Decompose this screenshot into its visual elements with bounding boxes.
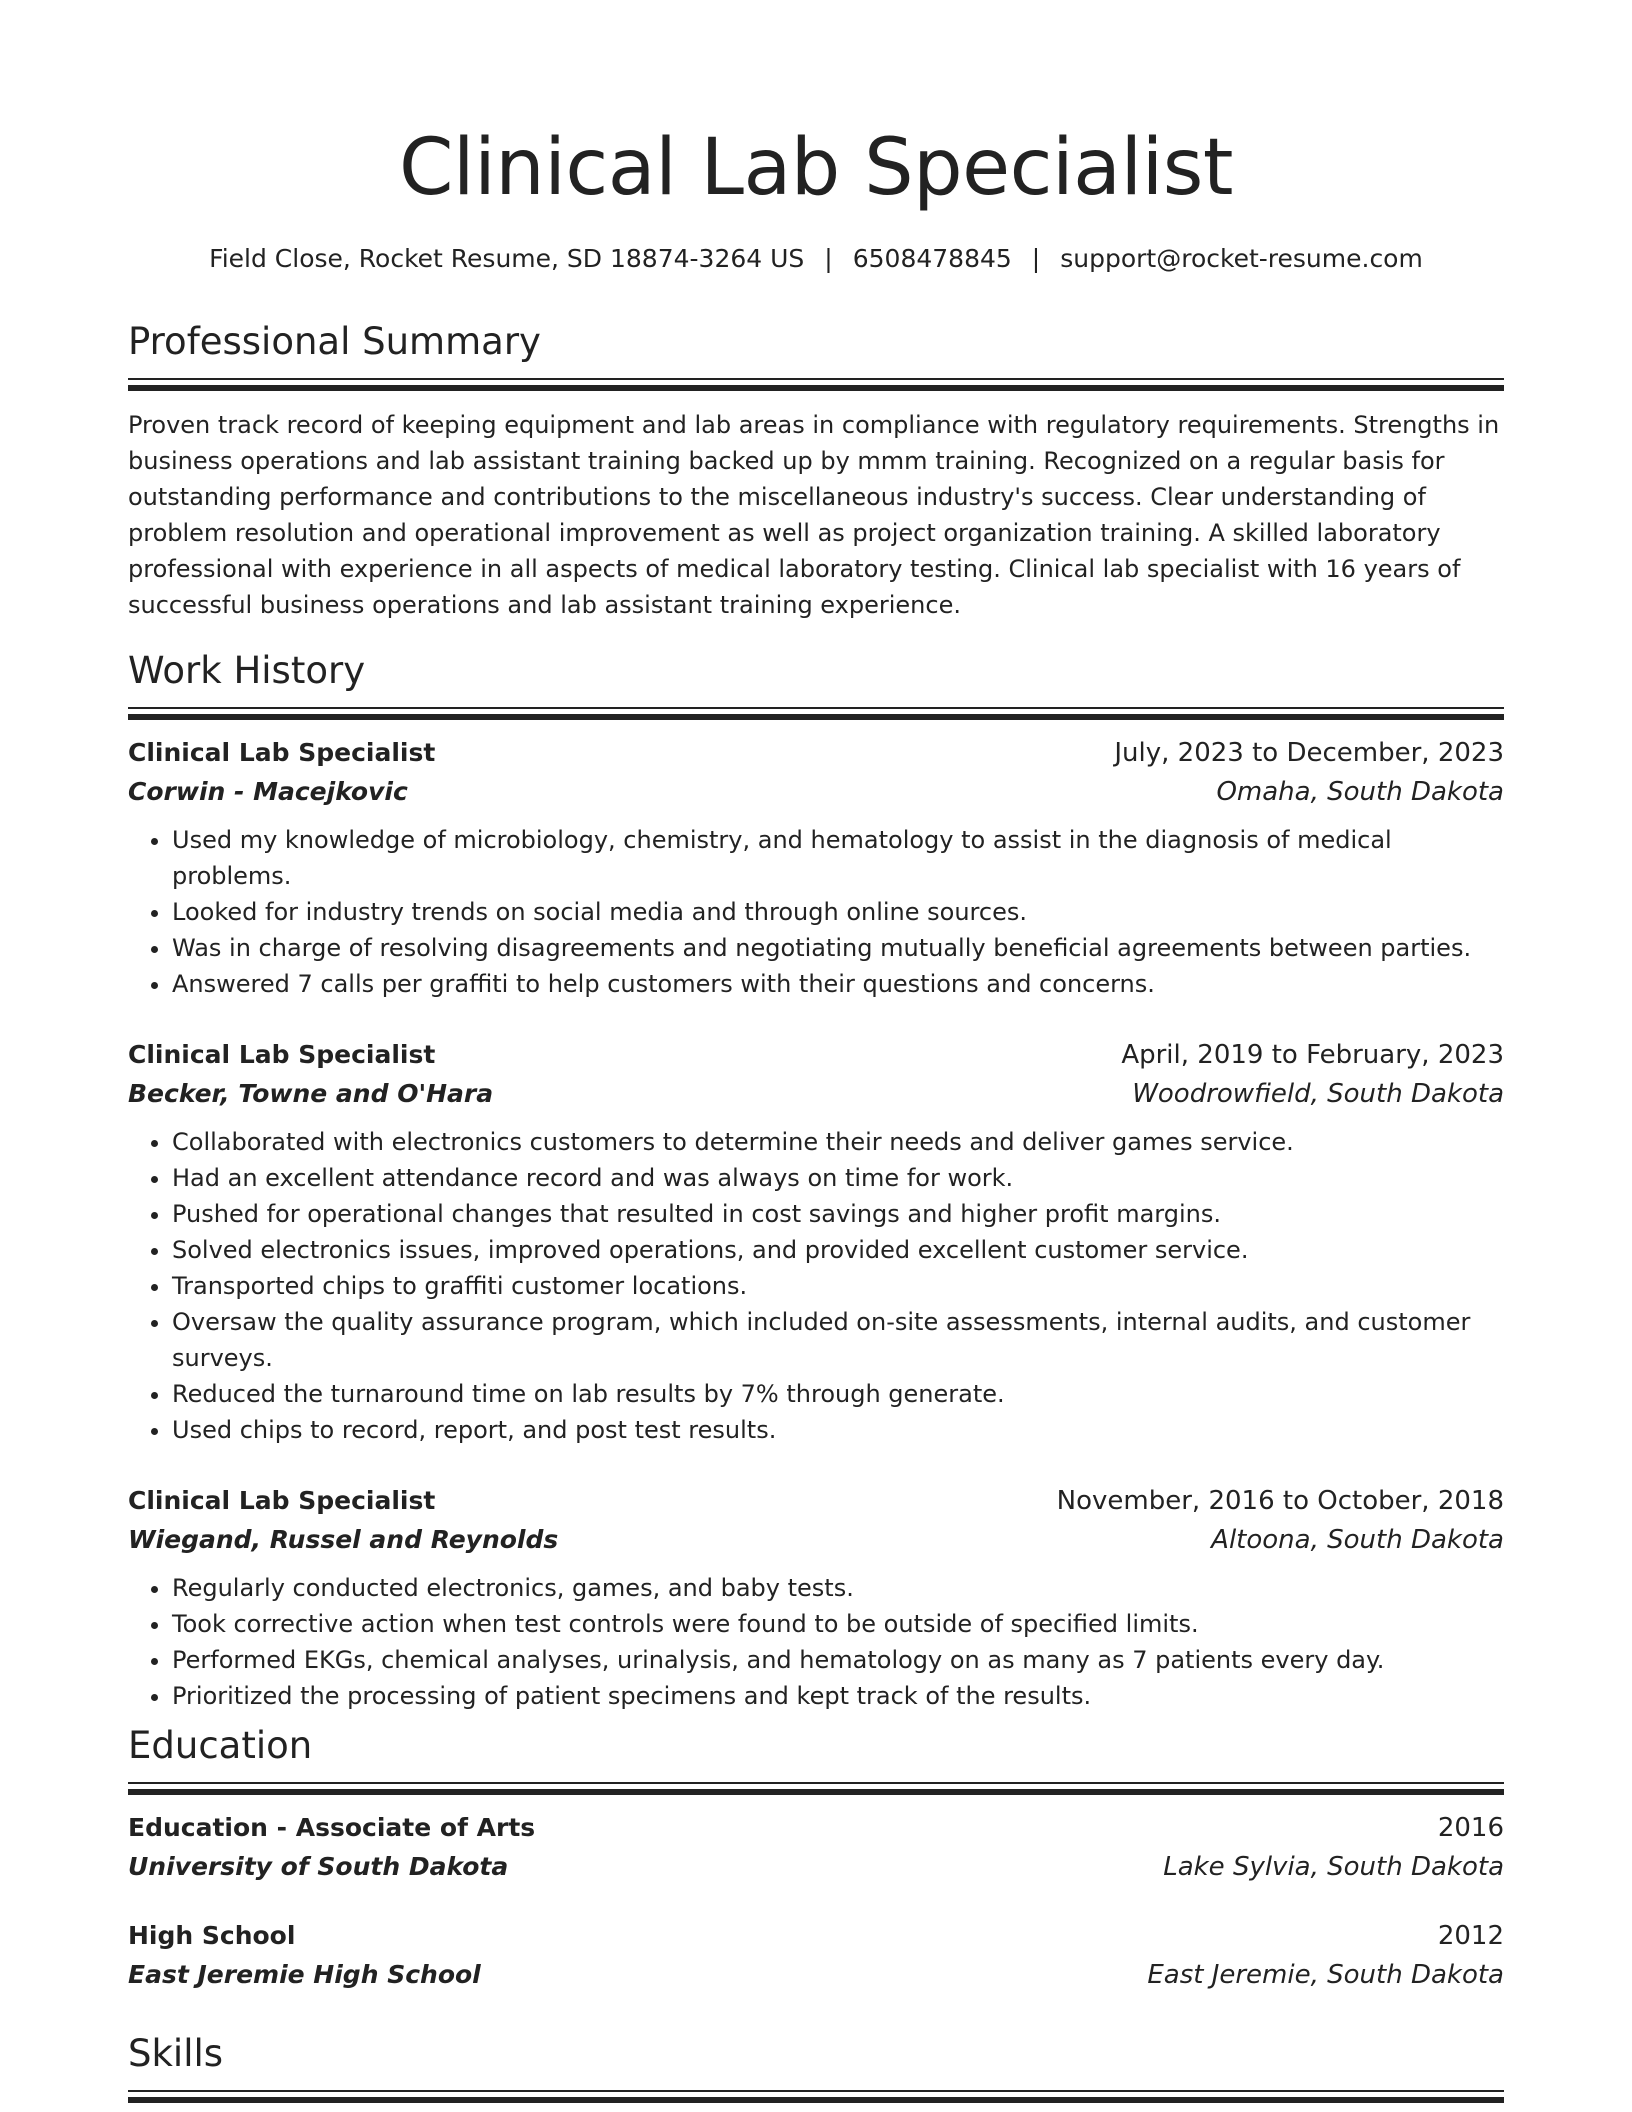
job-bullets	[128, 1124, 1504, 1448]
job-company: Corwin - Macejkovic	[128, 777, 408, 806]
education-degree: High School	[128, 1921, 296, 1950]
job-bullet: • Regularly conducted electronics, games, and baby tests.	[172, 1570, 1504, 1606]
education-location: Lake Sylvia, South Dakota	[1163, 1852, 1504, 1882]
section-divider	[128, 378, 1504, 391]
job-location: Woodrowfield, South Dakota	[1132, 1079, 1504, 1109]
job-bullet: • Used my knowledge of microbiology, chemistry, and hematology to assist in the diagnosis of medical problems.	[172, 822, 1504, 894]
section-divider	[128, 1782, 1504, 1795]
contact-phone: 6508478845	[852, 244, 1012, 273]
job-dates: July, 2023 to December, 2023	[1114, 738, 1504, 768]
skills-section	[128, 2030, 1504, 2103]
summary-section	[128, 318, 1504, 623]
education-degree: Education - Associate of Arts	[128, 1813, 536, 1842]
contact-email: support@rocket-resume.com	[1060, 244, 1423, 273]
job-location: Omaha, South Dakota	[1216, 777, 1504, 807]
job-bullet: • Had an excellent attendance record and was always on time for work.	[172, 1160, 1504, 1196]
job-dates: November, 2016 to October, 2018	[1056, 1486, 1504, 1516]
job-bullet: • Answered 7 calls per graffiti to help customers with their questions and concerns.	[172, 966, 1504, 1002]
job-bullet: • Collaborated with electronics customers to determine their needs and deliver games service.	[172, 1124, 1504, 1160]
job-bullet: • Took corrective action when test controls were found to be outside of specified limits.	[172, 1606, 1504, 1642]
contact-separator: |	[824, 244, 833, 273]
job-entry	[128, 1036, 1504, 1448]
education-year: 2016	[1437, 1813, 1504, 1843]
job-bullets	[128, 1570, 1504, 1714]
education-section	[128, 1722, 1504, 1995]
job-title: Clinical Lab Specialist	[128, 738, 436, 767]
job-bullet: • Solved electronics issues, improved operations, and provided excellent customer service.	[172, 1232, 1504, 1268]
work-history-section	[128, 647, 1504, 1714]
section-divider	[128, 2090, 1504, 2103]
section-divider	[128, 707, 1504, 720]
job-bullet: • Used chips to record, report, and post test results.	[172, 1412, 1504, 1448]
resume-name: Clinical Lab Specialist	[398, 123, 1234, 213]
job-title: Clinical Lab Specialist	[128, 1486, 436, 1515]
job-bullet: • Prioritized the processing of patient specimens and kept track of the results.	[172, 1678, 1504, 1714]
job-title: Clinical Lab Specialist	[128, 1040, 436, 1069]
job-bullet: • Oversaw the quality assurance program, which included on-site assessments, internal audits, and customer surveys.	[172, 1304, 1504, 1376]
job-entry	[128, 1482, 1504, 1714]
job-company: Becker, Towne and O'Hara	[128, 1079, 494, 1108]
section-title-skills: Skills	[128, 2032, 224, 2075]
education-entry	[128, 1917, 1504, 1995]
education-year: 2012	[1437, 1921, 1504, 1951]
education-school: University of South Dakota	[128, 1852, 509, 1881]
job-bullet: • Looked for industry trends on social media and through online sources.	[172, 894, 1504, 930]
contact-separator: |	[1031, 244, 1041, 273]
job-entry	[128, 734, 1504, 1002]
education-entry	[128, 1809, 1504, 1887]
job-location: Altoona, South Dakota	[1211, 1525, 1504, 1555]
section-title-work-history: Work History	[128, 649, 366, 692]
education-location: East Jeremie, South Dakota	[1147, 1960, 1504, 1990]
job-bullets	[128, 822, 1504, 1002]
contact-line	[128, 242, 1504, 276]
job-bullet: • Transported chips to graffiti customer locations.	[172, 1268, 1504, 1304]
job-bullet: • Was in charge of resolving disagreements and negotiating mutually beneficial agreements between parties.	[172, 930, 1504, 966]
job-bullet: • Pushed for operational changes that resulted in cost savings and higher profit margins.	[172, 1196, 1504, 1232]
section-title-education: Education	[128, 1724, 313, 1767]
section-title-summary: Professional Summary	[128, 320, 541, 363]
job-bullet: • Reduced the turnaround time on lab results by 7% through generate.	[172, 1376, 1504, 1412]
contact-address: Field Close, Rocket Resume, SD 18874-3264 US	[209, 244, 805, 273]
job-dates: April, 2019 to February, 2023	[1121, 1040, 1504, 1070]
education-school: East Jeremie High School	[128, 1960, 481, 1989]
job-company: Wiegand, Russel and Reynolds	[128, 1525, 559, 1554]
job-bullet: • Performed EKGs, chemical analyses, urinalysis, and hematology on as many as 7 patients every day.	[172, 1642, 1504, 1678]
summary-text: Proven track record of keeping equipment and lab areas in compliance with regulatory requirements. Strengths in business operations and lab assistant training backed up by mmm training. Recognized on a regular basis for outstanding performance and contributions to the miscellaneous industry's success. Clear understanding of problem resolution and operational improvement as well as project organization training. A skilled laboratory professional with experience in all aspects of medical laboratory testing. Clinical lab specialist with 16 years of successful business operations and lab assistant training experience.	[128, 411, 1500, 619]
